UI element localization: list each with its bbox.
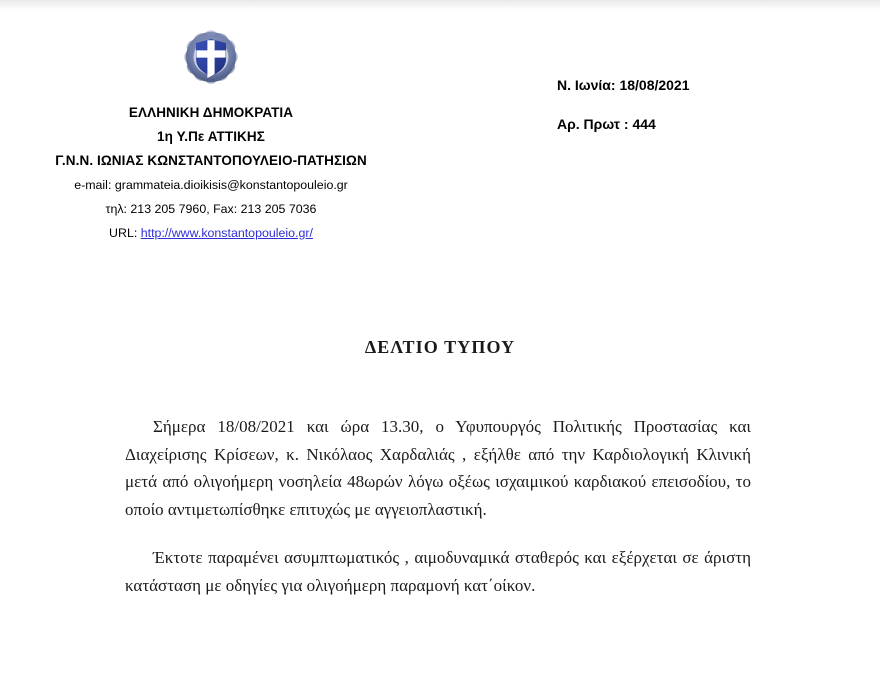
hospital-name-line: Γ.Ν.Ν. ΙΩΝΙΑΣ ΚΩΝΣΤΑΝΤΟΠΟΥΛΕΙΟ-ΠΑΤΗΣΙΩΝ <box>55 153 367 168</box>
greek-coat-of-arms-emblem <box>178 26 244 92</box>
protocol-number-line: Αρ. Πρωτ : 444 <box>557 116 656 132</box>
url-label: URL: <box>109 226 138 240</box>
page-title: ΔΕΛΤΙΟ ΤΥΠΟΥ <box>364 337 516 357</box>
letterhead-header <box>0 9 880 259</box>
email-line: e-mail: grammateia.dioikisis@konstantopouleio.gr <box>74 178 348 192</box>
place-date-line: Ν. Ιωνία: 18/08/2021 <box>557 77 690 93</box>
letterhead-text-block <box>11 101 411 245</box>
document-body <box>125 413 751 599</box>
body-paragraph-1: Σήμερα 18/08/2021 και ώρα 13.30, ο Υφυπουργός Πολιτικής Προστασίας και Διαχείρισης Κρίσεων, κ. Νικόλαος Χαρδαλιάς , εξήλθε από την Καρδιολογική Κλινική μετά από ολιγοήμερη νοσηλεία 48ωρών λόγω οξέως ισχαιμικού καρδιακού επεισοδίου, το οποίο αντιμετωπίσθηκε επιτυχώς με αγγειοπλαστική. <box>125 417 751 519</box>
org-name-line: ΕΛΛΗΝΙΚΗ ΔΗΜΟΚΡΑΤΙΑ <box>128 105 294 120</box>
health-region-line: 1η Υ.Πε ΑΤΤΙΚΗΣ <box>157 129 265 144</box>
url-line <box>11 221 411 245</box>
website-link[interactable]: http://www.konstantopouleio.gr/ <box>140 226 313 240</box>
phone-fax-line: τηλ: 213 205 7960, Fax: 213 205 7036 <box>105 202 317 216</box>
body-paragraph-2: Έκτοτε παραμένει ασυμπτωματικός , αιμοδυναμικά σταθερός και εξέρχεται σε άριστη κατάσταση με οδηγίες για ολιγοήμερη παραμονή κατ΄οίκον. <box>125 548 751 595</box>
document-page <box>0 9 880 688</box>
viewer-top-edge <box>0 0 880 9</box>
document-meta-block <box>470 66 720 144</box>
